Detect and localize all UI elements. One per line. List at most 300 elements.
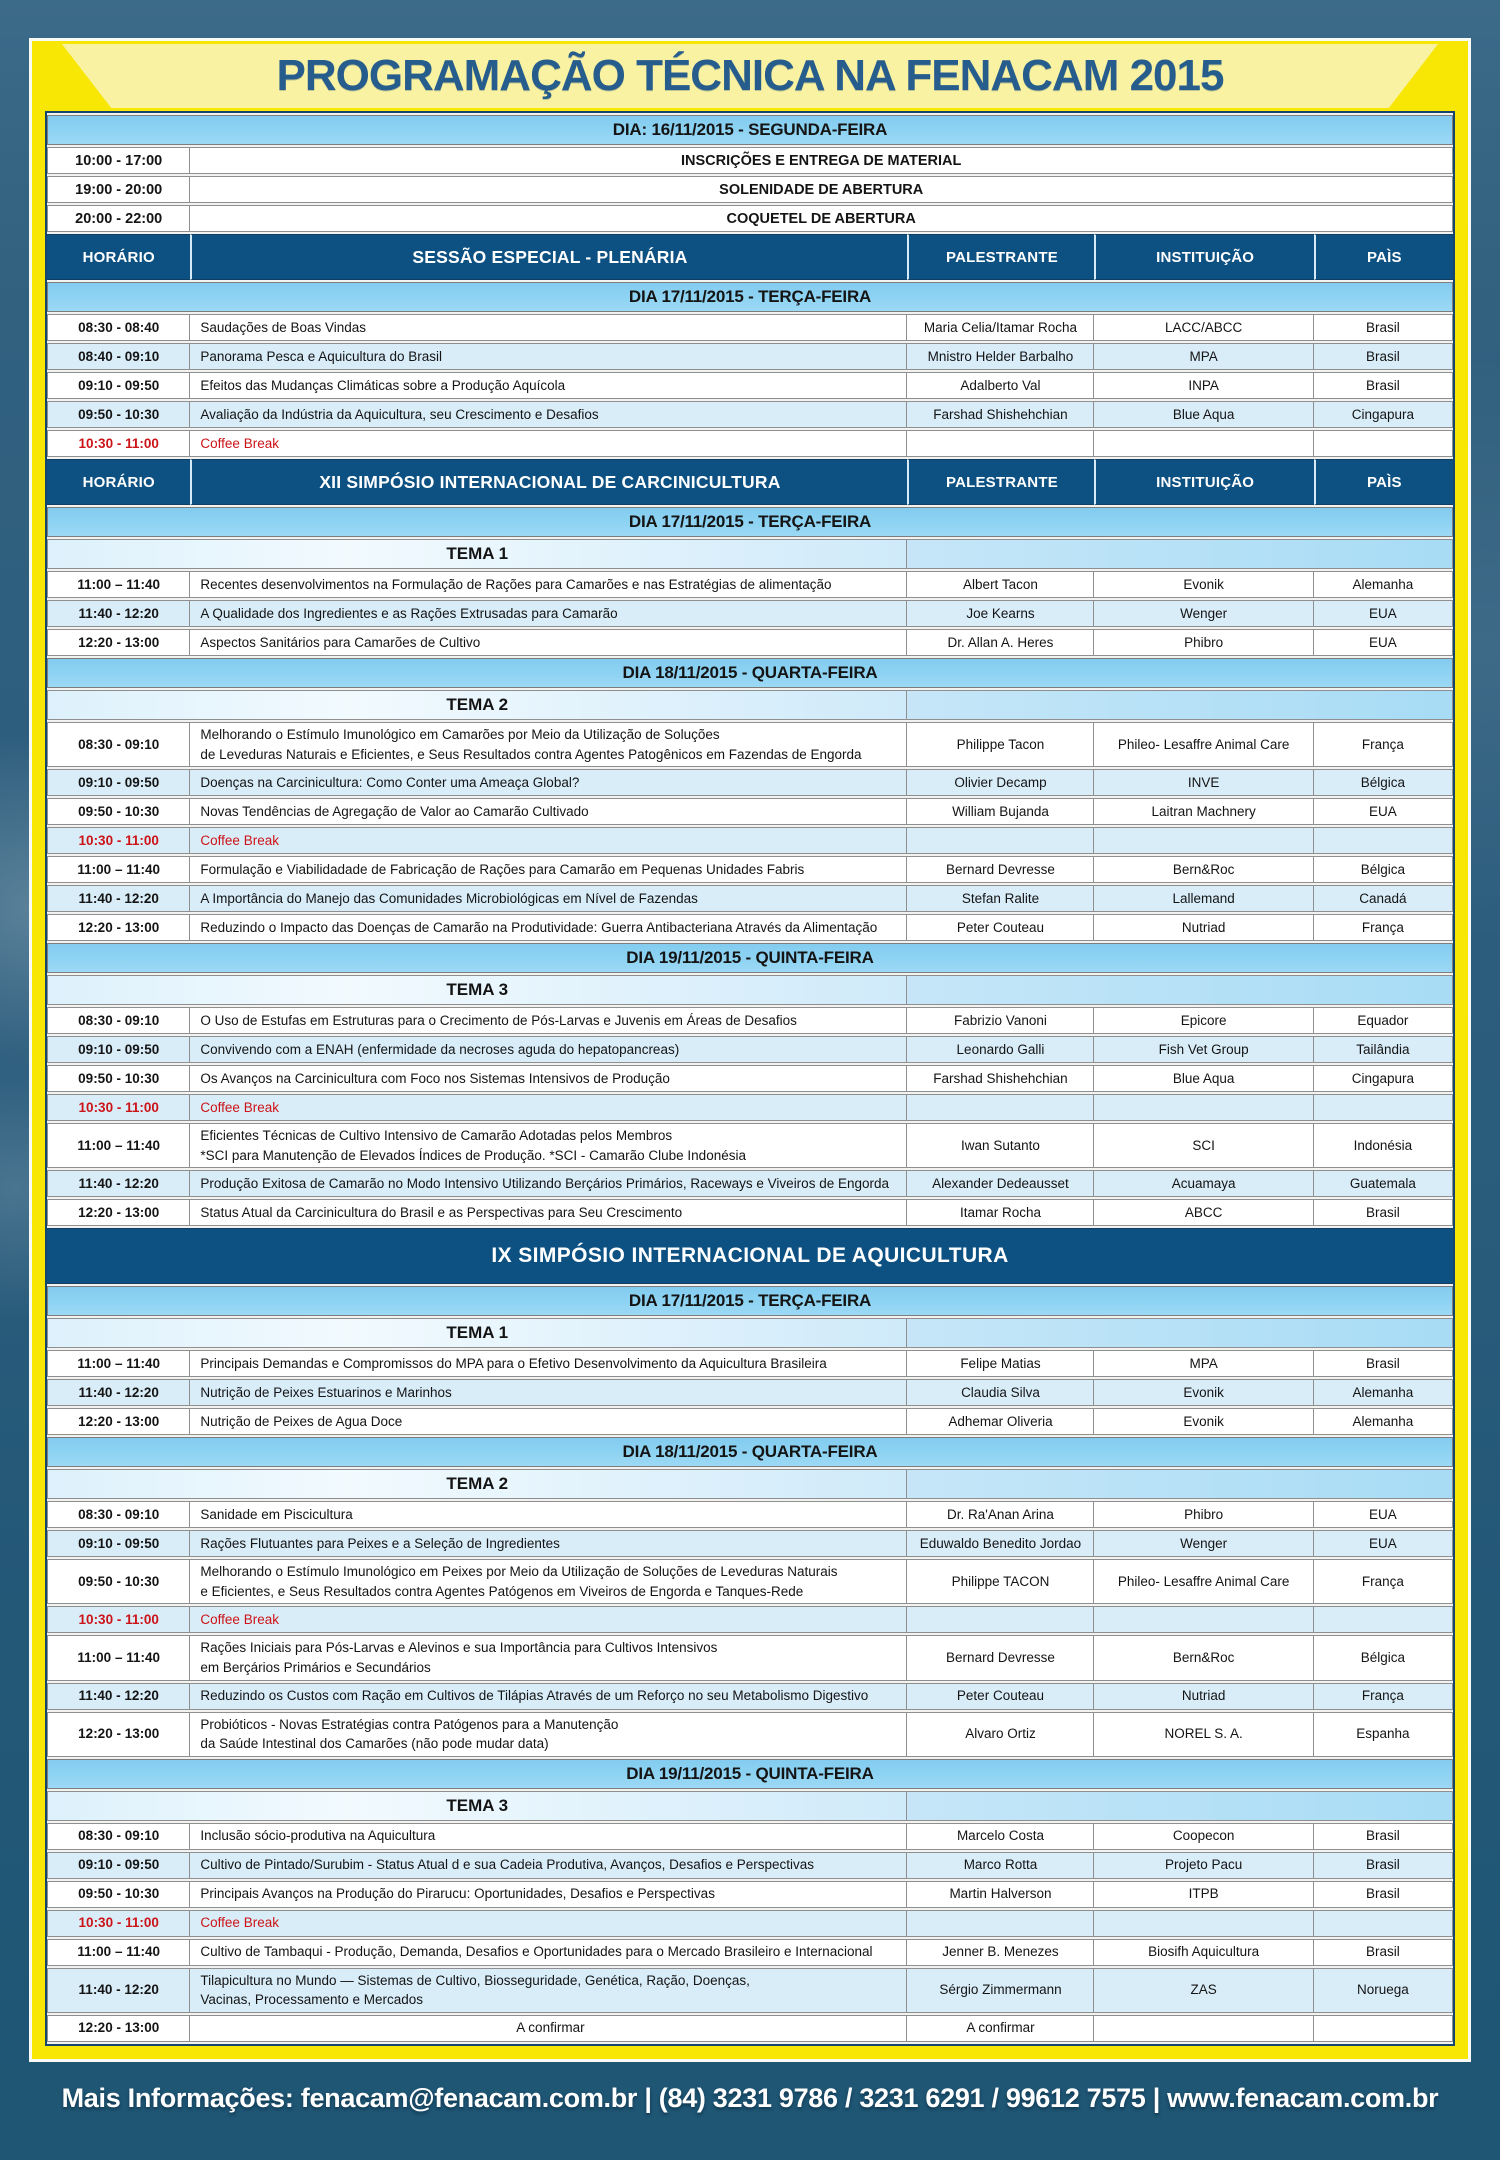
talk-time: 11:00 – 11:40 <box>47 571 190 598</box>
day-band-label: DIA 18/11/2015 - QUARTA-FEIRA <box>47 1437 1453 1467</box>
talk-country: Brasil <box>1314 314 1453 341</box>
talk-title: Inclusão sócio-produtiva na Aquicultura <box>190 1823 907 1850</box>
coffee-speaker-empty <box>907 1910 1094 1937</box>
talk-country: Indonésia <box>1314 1123 1453 1168</box>
talk-country: Brasil <box>1314 1823 1453 1850</box>
talk-time: 08:30 - 09:10 <box>47 1007 190 1034</box>
talk-country: Brasil <box>1314 1852 1453 1879</box>
talk-institution: Nutriad <box>1094 1683 1313 1710</box>
talk-country: Espanha <box>1314 1712 1453 1757</box>
coffee-label: Coffee Break <box>190 1910 907 1937</box>
day-band-label: DIA: 16/11/2015 - SEGUNDA-FEIRA <box>47 115 1453 145</box>
event-time: 19:00 - 20:00 <box>47 176 190 203</box>
talk-title: Principais Demandas e Compromissos do MPA para o Efetivo Desenvolvimento da Aquicultura Brasileira <box>190 1350 907 1377</box>
event-title: SOLENIDADE DE ABERTURA <box>190 176 1453 203</box>
talk-speaker: Farshad Shishehchian <box>907 1065 1094 1092</box>
talk-row <box>47 1199 1453 1226</box>
talk-row <box>47 798 1453 825</box>
talk-country: Brasil <box>1314 1881 1453 1908</box>
footer <box>0 2062 1500 2136</box>
talk-country: Brasil <box>1314 372 1453 399</box>
talk-title: Produção Exitosa de Camarão no Modo Intensivo Utilizando Berçários Primários, Raceways e Viveiros de Engorda <box>190 1170 907 1197</box>
talk-row <box>47 629 1453 656</box>
talk-time: 12:20 - 13:00 <box>47 914 190 941</box>
program-table-body <box>47 115 1453 2042</box>
talk-institution: ITPB <box>1094 1881 1313 1908</box>
talk-country: França <box>1314 1683 1453 1710</box>
talk-institution: ABCC <box>1094 1199 1313 1226</box>
talk-institution: Blue Aqua <box>1094 1065 1313 1092</box>
talk-speaker: Leonardo Galli <box>907 1036 1094 1063</box>
coffee-inst-empty <box>1094 827 1313 854</box>
talk-title: Sanidade em Piscicultura <box>190 1501 907 1528</box>
talk-time: 08:40 - 09:10 <box>47 343 190 370</box>
talk-country: Alemanha <box>1314 1408 1453 1435</box>
talk-row <box>47 1007 1453 1034</box>
talk-institution: Epicore <box>1094 1007 1313 1034</box>
event-time: 20:00 - 22:00 <box>47 205 190 232</box>
tema-spacer <box>907 1318 1453 1348</box>
event-title: INSCRIÇÕES E ENTREGA DE MATERIAL <box>190 147 1453 174</box>
coffee-speaker-empty <box>907 827 1094 854</box>
talk-institution <box>1094 2015 1313 2042</box>
tema-spacer <box>907 690 1453 720</box>
talk-time: 11:40 - 12:20 <box>47 1379 190 1406</box>
program-frame <box>29 38 1471 2062</box>
talk-time: 12:20 - 13:00 <box>47 1199 190 1226</box>
talk-row <box>47 1968 1453 2013</box>
column-header-row <box>47 234 1453 280</box>
talk-time: 11:00 – 11:40 <box>47 1939 190 1966</box>
talk-time: 09:50 - 10:30 <box>47 798 190 825</box>
talk-institution: Lallemand <box>1094 885 1313 912</box>
talk-speaker: Itamar Rocha <box>907 1199 1094 1226</box>
day-band-row <box>47 115 1453 145</box>
coffee-break-row <box>47 430 1453 457</box>
talk-institution: Nutriad <box>1094 914 1313 941</box>
talk-title: Probióticos - Novas Estratégias contra Patógenos para a Manutenção da Saúde Intestinal dos Camarões (não pode mudar data) <box>190 1712 907 1757</box>
talk-institution: Biosifh Aquicultura <box>1094 1939 1313 1966</box>
talk-title: Panorama Pesca e Aquicultura do Brasil <box>190 343 907 370</box>
coffee-break-row <box>47 827 1453 854</box>
day-band-label: DIA 18/11/2015 - QUARTA-FEIRA <box>47 658 1453 688</box>
col-header-instituicao: INSTITUIÇÃO <box>1094 234 1313 280</box>
talk-title: Melhorando o Estímulo Imunológico em Peixes por Meio da Utilização de Soluções de Leveduras Naturais e Eficientes, e Seus Resultados contra Agentes Patógenos em Viveiros de Engorda e Tanques-Rede <box>190 1559 907 1604</box>
day-band-label: DIA 19/11/2015 - QUINTA-FEIRA <box>47 943 1453 973</box>
tema-row <box>47 1469 1453 1499</box>
talk-institution: Coopecon <box>1094 1823 1313 1850</box>
talk-speaker: William Bujanda <box>907 798 1094 825</box>
talk-title: O Uso de Estufas em Estruturas para o Crecimento de Pós-Larvas e Juvenis em Áreas de Desafios <box>190 1007 907 1034</box>
symposium-band-label: IX SIMPÓSIO INTERNACIONAL DE AQUICULTURA <box>47 1228 1453 1284</box>
talk-speaker: Dr. Allan A. Heres <box>907 629 1094 656</box>
talk-row <box>47 600 1453 627</box>
talk-time: 08:30 - 09:10 <box>47 722 190 767</box>
talk-time: 11:40 - 12:20 <box>47 600 190 627</box>
talk-institution: INVE <box>1094 769 1313 796</box>
talk-title: Formulação e Viabilidadade de Fabricação de Rações para Camarão em Pequenas Unidades Fabris <box>190 856 907 883</box>
talk-institution: Evonik <box>1094 571 1313 598</box>
col-header-palestrante: PALESTRANTE <box>907 234 1094 280</box>
talk-institution: Phibro <box>1094 1501 1313 1528</box>
col-header-horario: HORÁRIO <box>47 459 190 505</box>
talk-institution: MPA <box>1094 1350 1313 1377</box>
talk-country: Alemanha <box>1314 1379 1453 1406</box>
talk-institution: Phileo- Lesaffre Animal Care <box>1094 722 1313 767</box>
talk-institution: Evonik <box>1094 1379 1313 1406</box>
talk-time: 08:30 - 09:10 <box>47 1823 190 1850</box>
talk-title: Tilapicultura no Mundo — Sistemas de Cultivo, Biosseguridade, Genética, Ração, Doenças, Vacinas, Processamento e Mercados <box>190 1968 907 2013</box>
talk-row <box>47 1379 1453 1406</box>
talk-country: Brasil <box>1314 343 1453 370</box>
title-band <box>45 41 1455 111</box>
talk-row <box>47 1823 1453 1850</box>
talk-country: EUA <box>1314 1530 1453 1557</box>
tema-spacer <box>907 1469 1453 1499</box>
talk-title: Cultivo de Pintado/Surubim - Status Atual d e sua Cadeia Produtiva, Avanços, Desafios e Perspectivas <box>190 1852 907 1879</box>
talk-speaker: Albert Tacon <box>907 571 1094 598</box>
col-header-horario: HORÁRIO <box>47 234 190 280</box>
talk-country: Cingapura <box>1314 1065 1453 1092</box>
talk-speaker: Adhemar Oliveria <box>907 1408 1094 1435</box>
tema-row <box>47 690 1453 720</box>
tema-label: TEMA 1 <box>47 1318 907 1348</box>
talk-time: 11:40 - 12:20 <box>47 1683 190 1710</box>
symposium-band-row <box>47 1228 1453 1284</box>
talk-row <box>47 1683 1453 1710</box>
talk-institution: Acuamaya <box>1094 1170 1313 1197</box>
coffee-break-row <box>47 1094 1453 1121</box>
talk-speaker: Fabrizio Vanoni <box>907 1007 1094 1034</box>
talk-institution: ZAS <box>1094 1968 1313 2013</box>
day-band-row <box>47 507 1453 537</box>
tema-spacer <box>907 1791 1453 1821</box>
col-header-instituicao: INSTITUIÇÃO <box>1094 459 1313 505</box>
tema-label: TEMA 2 <box>47 1469 907 1499</box>
footer-contact-text: Mais Informações: fenacam@fenacam.com.br | (84) 3231 9786 / 3231 6291 / 99612 7575 | www.fenacam.com.br <box>61 2083 1439 2114</box>
tema-label: TEMA 3 <box>47 975 907 1005</box>
talk-institution: Phileo- Lesaffre Animal Care <box>1094 1559 1313 1604</box>
talk-row <box>47 856 1453 883</box>
tema-row <box>47 975 1453 1005</box>
col-header-pais: PAÌS <box>1314 459 1453 505</box>
talk-row <box>47 1350 1453 1377</box>
talk-row <box>47 372 1453 399</box>
tema-spacer <box>907 975 1453 1005</box>
talk-country: Tailândia <box>1314 1036 1453 1063</box>
coffee-country-empty <box>1314 1094 1453 1121</box>
talk-time: 11:40 - 12:20 <box>47 1170 190 1197</box>
talk-institution: LACC/ABCC <box>1094 314 1313 341</box>
tema-label: TEMA 3 <box>47 1791 907 1821</box>
talk-row <box>47 1170 1453 1197</box>
talk-speaker: Philippe TACON <box>907 1559 1094 1604</box>
talk-institution: Bern&Roc <box>1094 856 1313 883</box>
talk-row <box>47 885 1453 912</box>
talk-speaker: Peter Couteau <box>907 1683 1094 1710</box>
talk-time: 11:00 – 11:40 <box>47 1123 190 1168</box>
talk-row <box>47 571 1453 598</box>
day-band-row <box>47 282 1453 312</box>
talk-time: 11:00 – 11:40 <box>47 1350 190 1377</box>
day-band-label: DIA 19/11/2015 - QUINTA-FEIRA <box>47 1759 1453 1789</box>
talk-time: 11:40 - 12:20 <box>47 1968 190 2013</box>
talk-institution: Blue Aqua <box>1094 401 1313 428</box>
talk-time: 09:50 - 10:30 <box>47 401 190 428</box>
coffee-speaker-empty <box>907 430 1094 457</box>
tema-row <box>47 539 1453 569</box>
talk-title: Recentes desenvolvimentos na Formulação de Rações para Camarões e nas Estratégias de alimentação <box>190 571 907 598</box>
talk-row <box>47 1065 1453 1092</box>
coffee-time: 10:30 - 11:00 <box>47 430 190 457</box>
day-band-row <box>47 943 1453 973</box>
program-table <box>47 113 1453 2044</box>
talk-country: França <box>1314 914 1453 941</box>
page <box>0 38 1500 2136</box>
talk-country: Bélgica <box>1314 1635 1453 1680</box>
coffee-label: Coffee Break <box>190 827 907 854</box>
talk-institution: SCI <box>1094 1123 1313 1168</box>
talk-speaker: Bernard Devresse <box>907 1635 1094 1680</box>
tema-spacer <box>907 539 1453 569</box>
talk-row <box>47 1939 1453 1966</box>
talk-speaker: Philippe Tacon <box>907 722 1094 767</box>
day-band-label: DIA 17/11/2015 - TERÇA-FEIRA <box>47 507 1453 537</box>
talk-country: Brasil <box>1314 1939 1453 1966</box>
talk-title: Melhorando o Estímulo Imunológico em Camarões por Meio da Utilização de Soluções de Leveduras Naturais e Eficientes, e Seus Resultados contra Agentes Patogênicos em Fazendas de Engorda <box>190 722 907 767</box>
talk-country: EUA <box>1314 798 1453 825</box>
talk-title: Novas Tendências de Agregação de Valor ao Camarão Cultivado <box>190 798 907 825</box>
day-band-row <box>47 1437 1453 1467</box>
talk-institution: Wenger <box>1094 600 1313 627</box>
talk-title: Doenças na Carcinicultura: Como Conter uma Ameaça Global? <box>190 769 907 796</box>
talk-time: 12:20 - 13:00 <box>47 629 190 656</box>
talk-speaker: Alvaro Ortiz <box>907 1712 1094 1757</box>
coffee-country-empty <box>1314 1910 1453 1937</box>
talk-speaker: Martin Halverson <box>907 1881 1094 1908</box>
talk-country <box>1314 2015 1453 2042</box>
talk-speaker: Olivier Decamp <box>907 769 1094 796</box>
talk-time: 09:50 - 10:30 <box>47 1559 190 1604</box>
talk-time: 09:10 - 09:50 <box>47 1852 190 1879</box>
talk-institution: Laitran Machnery <box>1094 798 1313 825</box>
talk-country: Canadá <box>1314 885 1453 912</box>
talk-country: Alemanha <box>1314 571 1453 598</box>
talk-title: A Importância do Manejo das Comunidades Microbiológicas em Nível de Fazendas <box>190 885 907 912</box>
talk-country: Brasil <box>1314 1199 1453 1226</box>
table-wrap <box>45 111 1455 2046</box>
talk-time: 08:30 - 08:40 <box>47 314 190 341</box>
coffee-label: Coffee Break <box>190 1606 907 1633</box>
talk-country: Bélgica <box>1314 769 1453 796</box>
coffee-break-row <box>47 1910 1453 1937</box>
talk-speaker: Farshad Shishehchian <box>907 401 1094 428</box>
talk-speaker: Sérgio Zimmermann <box>907 1968 1094 2013</box>
talk-time: 12:20 - 13:00 <box>47 1712 190 1757</box>
talk-row <box>47 1559 1453 1604</box>
talk-speaker: Mnistro Helder Barbalho <box>907 343 1094 370</box>
talk-row <box>47 1530 1453 1557</box>
talk-title: A Qualidade dos Ingredientes e as Rações Extrusadas para Camarão <box>190 600 907 627</box>
tema-row <box>47 1318 1453 1348</box>
talk-country: EUA <box>1314 600 1453 627</box>
talk-time: 12:20 - 13:00 <box>47 2015 190 2042</box>
opening-event-row <box>47 176 1453 203</box>
talk-title: Avaliação da Indústria da Aquicultura, seu Crescimento e Desafios <box>190 401 907 428</box>
talk-row <box>47 769 1453 796</box>
talk-title: Efeitos das Mudanças Climáticas sobre a Produção Aquícola <box>190 372 907 399</box>
talk-row <box>47 2015 1453 2042</box>
talk-time: 11:40 - 12:20 <box>47 885 190 912</box>
talk-speaker: Stefan Ralite <box>907 885 1094 912</box>
talk-row <box>47 722 1453 767</box>
talk-row <box>47 314 1453 341</box>
talk-institution: Evonik <box>1094 1408 1313 1435</box>
talk-row <box>47 1501 1453 1528</box>
coffee-label: Coffee Break <box>190 1094 907 1121</box>
talk-speaker: Joe Kearns <box>907 600 1094 627</box>
talk-time: 11:00 – 11:40 <box>47 856 190 883</box>
talk-title: Nutrição de Peixes de Agua Doce <box>190 1408 907 1435</box>
talk-row <box>47 1712 1453 1757</box>
talk-row <box>47 1852 1453 1879</box>
day-band-label: DIA 17/11/2015 - TERÇA-FEIRA <box>47 1286 1453 1316</box>
talk-time: 09:10 - 09:50 <box>47 1036 190 1063</box>
coffee-speaker-empty <box>907 1094 1094 1121</box>
talk-institution: NOREL S. A. <box>1094 1712 1313 1757</box>
event-title: COQUETEL DE ABERTURA <box>190 205 1453 232</box>
talk-institution: Fish Vet Group <box>1094 1036 1313 1063</box>
page-title: PROGRAMAÇÃO TÉCNICA NA FENACAM 2015 <box>276 51 1224 100</box>
col-header-palestrante: PALESTRANTE <box>907 459 1094 505</box>
talk-institution: MPA <box>1094 343 1313 370</box>
talk-speaker: Jenner B. Menezes <box>907 1939 1094 1966</box>
talk-title: Principais Avanços na Produção do Pirarucu: Oportunidades, Desafios e Perspectivas <box>190 1881 907 1908</box>
column-header-row <box>47 459 1453 505</box>
talk-institution: Bern&Roc <box>1094 1635 1313 1680</box>
talk-speaker: Peter Couteau <box>907 914 1094 941</box>
coffee-inst-empty <box>1094 1606 1313 1633</box>
coffee-label: Coffee Break <box>190 430 907 457</box>
talk-title: Reduzindo os Custos com Ração em Cultivos de Tilápias Através de um Reforço no seu Metabolismo Digestivo <box>190 1683 907 1710</box>
talk-speaker: Felipe Matias <box>907 1350 1094 1377</box>
talk-speaker: Iwan Sutanto <box>907 1123 1094 1168</box>
coffee-time: 10:30 - 11:00 <box>47 1094 190 1121</box>
talk-row <box>47 1408 1453 1435</box>
talk-row <box>47 914 1453 941</box>
coffee-country-empty <box>1314 1606 1453 1633</box>
talk-row <box>47 1123 1453 1168</box>
talk-title: A confirmar <box>190 2015 907 2042</box>
coffee-inst-empty <box>1094 1094 1313 1121</box>
talk-institution: INPA <box>1094 372 1313 399</box>
coffee-speaker-empty <box>907 1606 1094 1633</box>
talk-time: 09:10 - 09:50 <box>47 1530 190 1557</box>
talk-time: 09:10 - 09:50 <box>47 372 190 399</box>
talk-country: Equador <box>1314 1007 1453 1034</box>
talk-row <box>47 343 1453 370</box>
talk-time: 09:50 - 10:30 <box>47 1881 190 1908</box>
talk-row <box>47 1635 1453 1680</box>
col-header-session: XII SIMPÓSIO INTERNACIONAL DE CARCINICULTURA <box>190 459 907 505</box>
talk-country: EUA <box>1314 629 1453 656</box>
opening-event-row <box>47 205 1453 232</box>
talk-country: França <box>1314 722 1453 767</box>
talk-country: Cingapura <box>1314 401 1453 428</box>
talk-speaker: Bernard Devresse <box>907 856 1094 883</box>
talk-time: 08:30 - 09:10 <box>47 1501 190 1528</box>
coffee-time: 10:30 - 11:00 <box>47 1606 190 1633</box>
event-time: 10:00 - 17:00 <box>47 147 190 174</box>
coffee-inst-empty <box>1094 1910 1313 1937</box>
talk-speaker: Claudia Silva <box>907 1379 1094 1406</box>
talk-speaker: Eduwaldo Benedito Jordao <box>907 1530 1094 1557</box>
talk-title: Cultivo de Tambaqui - Produção, Demanda, Desafios e Oportunidades para o Mercado Brasileiro e Internacional <box>190 1939 907 1966</box>
talk-title: Status Atual da Carcinicultura do Brasil e as Perspectivas para Seu Crescimento <box>190 1199 907 1226</box>
talk-title: Saudações de Boas Vindas <box>190 314 907 341</box>
talk-speaker: Marco Rotta <box>907 1852 1094 1879</box>
talk-country: EUA <box>1314 1501 1453 1528</box>
talk-speaker: Alexander Dedeausset <box>907 1170 1094 1197</box>
tema-row <box>47 1791 1453 1821</box>
talk-country: Brasil <box>1314 1350 1453 1377</box>
tema-label: TEMA 1 <box>47 539 907 569</box>
talk-title: Nutrição de Peixes Estuarinos e Marinhos <box>190 1379 907 1406</box>
talk-title: Reduzindo o Impacto das Doenças de Camarão na Produtividade: Guerra Antibacteriana Através da Alimentação <box>190 914 907 941</box>
col-header-session: SESSÃO ESPECIAL - PLENÁRIA <box>190 234 907 280</box>
day-band-label: DIA 17/11/2015 - TERÇA-FEIRA <box>47 282 1453 312</box>
coffee-country-empty <box>1314 430 1453 457</box>
talk-institution: Wenger <box>1094 1530 1313 1557</box>
tema-label: TEMA 2 <box>47 690 907 720</box>
col-header-pais: PAÌS <box>1314 234 1453 280</box>
talk-country: França <box>1314 1559 1453 1604</box>
talk-time: 09:50 - 10:30 <box>47 1065 190 1092</box>
coffee-break-row <box>47 1606 1453 1633</box>
coffee-inst-empty <box>1094 430 1313 457</box>
talk-row <box>47 1881 1453 1908</box>
talk-speaker: Dr. Ra'Anan Arina <box>907 1501 1094 1528</box>
talk-speaker: A confirmar <box>907 2015 1094 2042</box>
talk-country: Noruega <box>1314 1968 1453 2013</box>
talk-speaker: Adalberto Val <box>907 372 1094 399</box>
talk-time: 09:10 - 09:50 <box>47 769 190 796</box>
talk-title: Aspectos Sanitários para Camarões de Cultivo <box>190 629 907 656</box>
coffee-time: 10:30 - 11:00 <box>47 827 190 854</box>
talk-title: Convivendo com a ENAH (enfermidade da necroses aguda do hepatopancreas) <box>190 1036 907 1063</box>
day-band-row <box>47 1759 1453 1789</box>
talk-institution: Projeto Pacu <box>1094 1852 1313 1879</box>
talk-speaker: Marcelo Costa <box>907 1823 1094 1850</box>
talk-speaker: Maria Celia/Itamar Rocha <box>907 314 1094 341</box>
talk-country: Guatemala <box>1314 1170 1453 1197</box>
talk-row <box>47 1036 1453 1063</box>
talk-time: 12:20 - 13:00 <box>47 1408 190 1435</box>
talk-title: Eficientes Técnicas de Cultivo Intensivo de Camarão Adotadas pelos Membros *SCI para Manutenção de Elevados Índices de Produção. *SCI - Camarão Clube Indonésia <box>190 1123 907 1168</box>
talk-row <box>47 401 1453 428</box>
talk-country: Bélgica <box>1314 856 1453 883</box>
talk-title: Rações Iniciais para Pós-Larvas e Alevinos e sua Importância para Cultivos Intensivos em Berçários Primários e Secundários <box>190 1635 907 1680</box>
talk-time: 11:00 – 11:40 <box>47 1635 190 1680</box>
coffee-country-empty <box>1314 827 1453 854</box>
talk-institution: Phibro <box>1094 629 1313 656</box>
day-band-row <box>47 658 1453 688</box>
talk-title: Os Avanços na Carcinicultura com Foco nos Sistemas Intensivos de Produção <box>190 1065 907 1092</box>
talk-title: Rações Flutuantes para Peixes e a Seleção de Ingredientes <box>190 1530 907 1557</box>
opening-event-row <box>47 147 1453 174</box>
coffee-time: 10:30 - 11:00 <box>47 1910 190 1937</box>
day-band-row <box>47 1286 1453 1316</box>
